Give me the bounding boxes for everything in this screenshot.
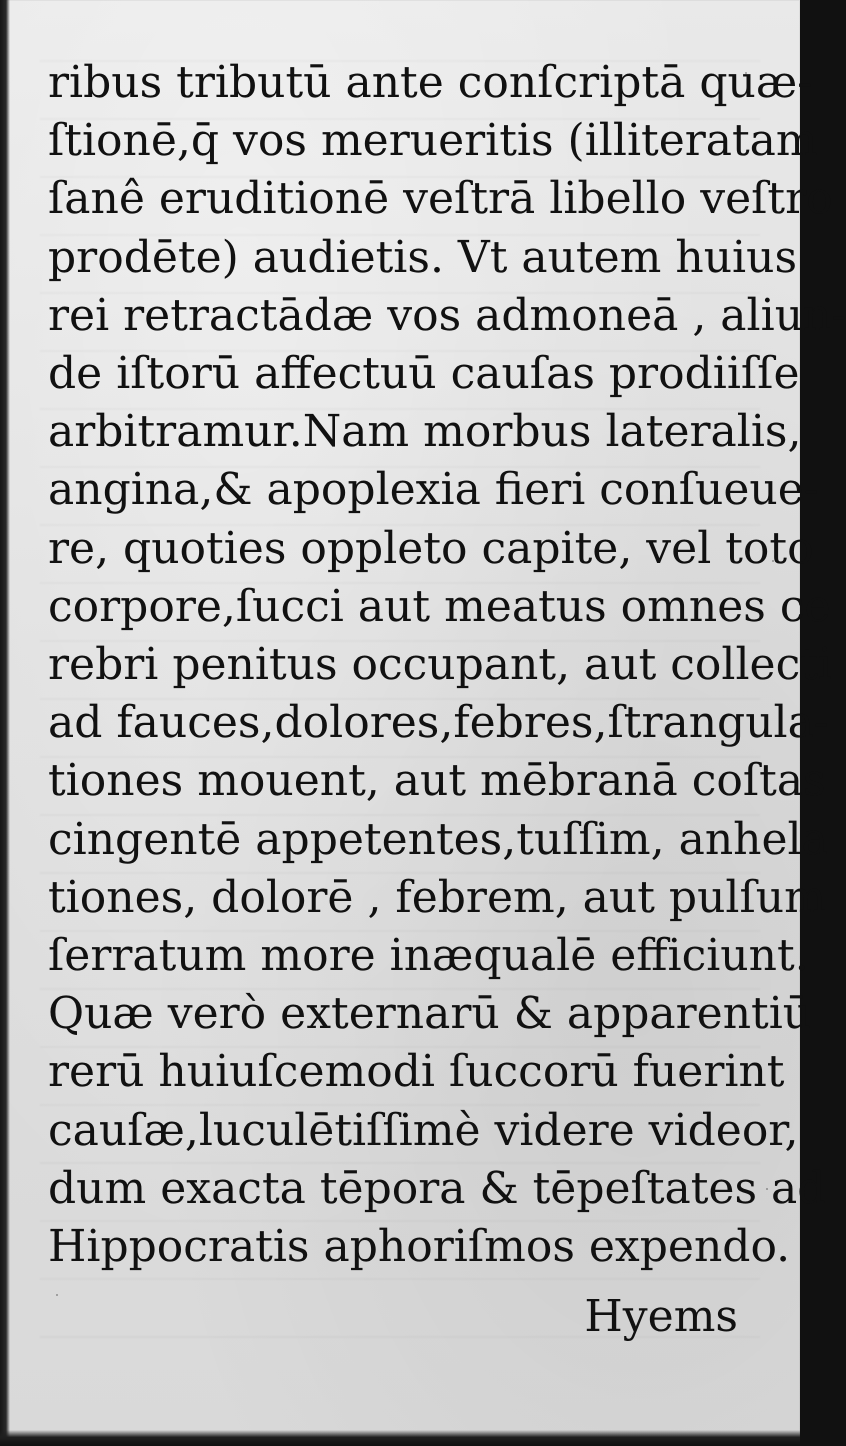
text-line: ſtionē,q̄ vos merueritis (illiteratam — [48, 115, 818, 167]
text-line: Quæ verò externarū & apparentiū — [48, 988, 812, 1040]
ink-speck — [745, 72, 747, 74]
text-line: re, quoties oppleto capite, vel toto — [48, 522, 814, 574]
text-line: dum exacta tēpora & tēpeſtates ad — [48, 1162, 826, 1214]
text-line: angina,& apoplexia fieri conſueue- — [48, 464, 819, 516]
ink-speck — [766, 1188, 768, 1190]
text-line: de iſtorū affectuū cauſas prodiiſſe — [48, 348, 800, 400]
ink-speck — [772, 560, 774, 562]
text-line: ribus tributū ante conſcriptā quæ- — [48, 57, 813, 108]
text-line: tiones mouent, aut mēbranā coſtas — [48, 755, 826, 807]
text-line: arbitramur.Nam morbus lateralis, — [48, 406, 802, 458]
text-line: Hippocratis aphoriſmos expendo. — [48, 1221, 791, 1273]
text-line: cingentē appetentes,tuſſim, anhela — [48, 813, 828, 865]
page-left-shadow — [0, 0, 10, 1446]
text-line: prodēte) audietis. Vt autem huius — [48, 231, 798, 283]
text-line: cauſæ,luculētiſſimè videre videor, — [48, 1104, 799, 1156]
text-line: rei retractādæ vos admoneā , aliun- — [48, 289, 846, 341]
text-line: tiones, dolorē , febrem, aut pulſum — [48, 871, 826, 923]
text-line: ad fauces,dolores,febres,ſtrangula- — [48, 697, 829, 749]
text-line: ſerratum more inæqualē efficiunt. — [48, 930, 809, 982]
main-text-block — [48, 54, 846, 1344]
text-line: ſanê eruditionē veſtrā libello veſtro — [48, 173, 833, 225]
page-bottom-shadow — [0, 1430, 800, 1446]
text-line: rebri penitus occupant, aut collecti — [48, 639, 832, 691]
text-line: rerū huiuſcemodi ſuccorū fuerint — [48, 1046, 785, 1098]
text-line: corpore,ſucci aut meatus omnes ce — [48, 580, 831, 632]
catchword: Hyems — [584, 1291, 738, 1342]
ink-speck — [56, 1294, 58, 1296]
